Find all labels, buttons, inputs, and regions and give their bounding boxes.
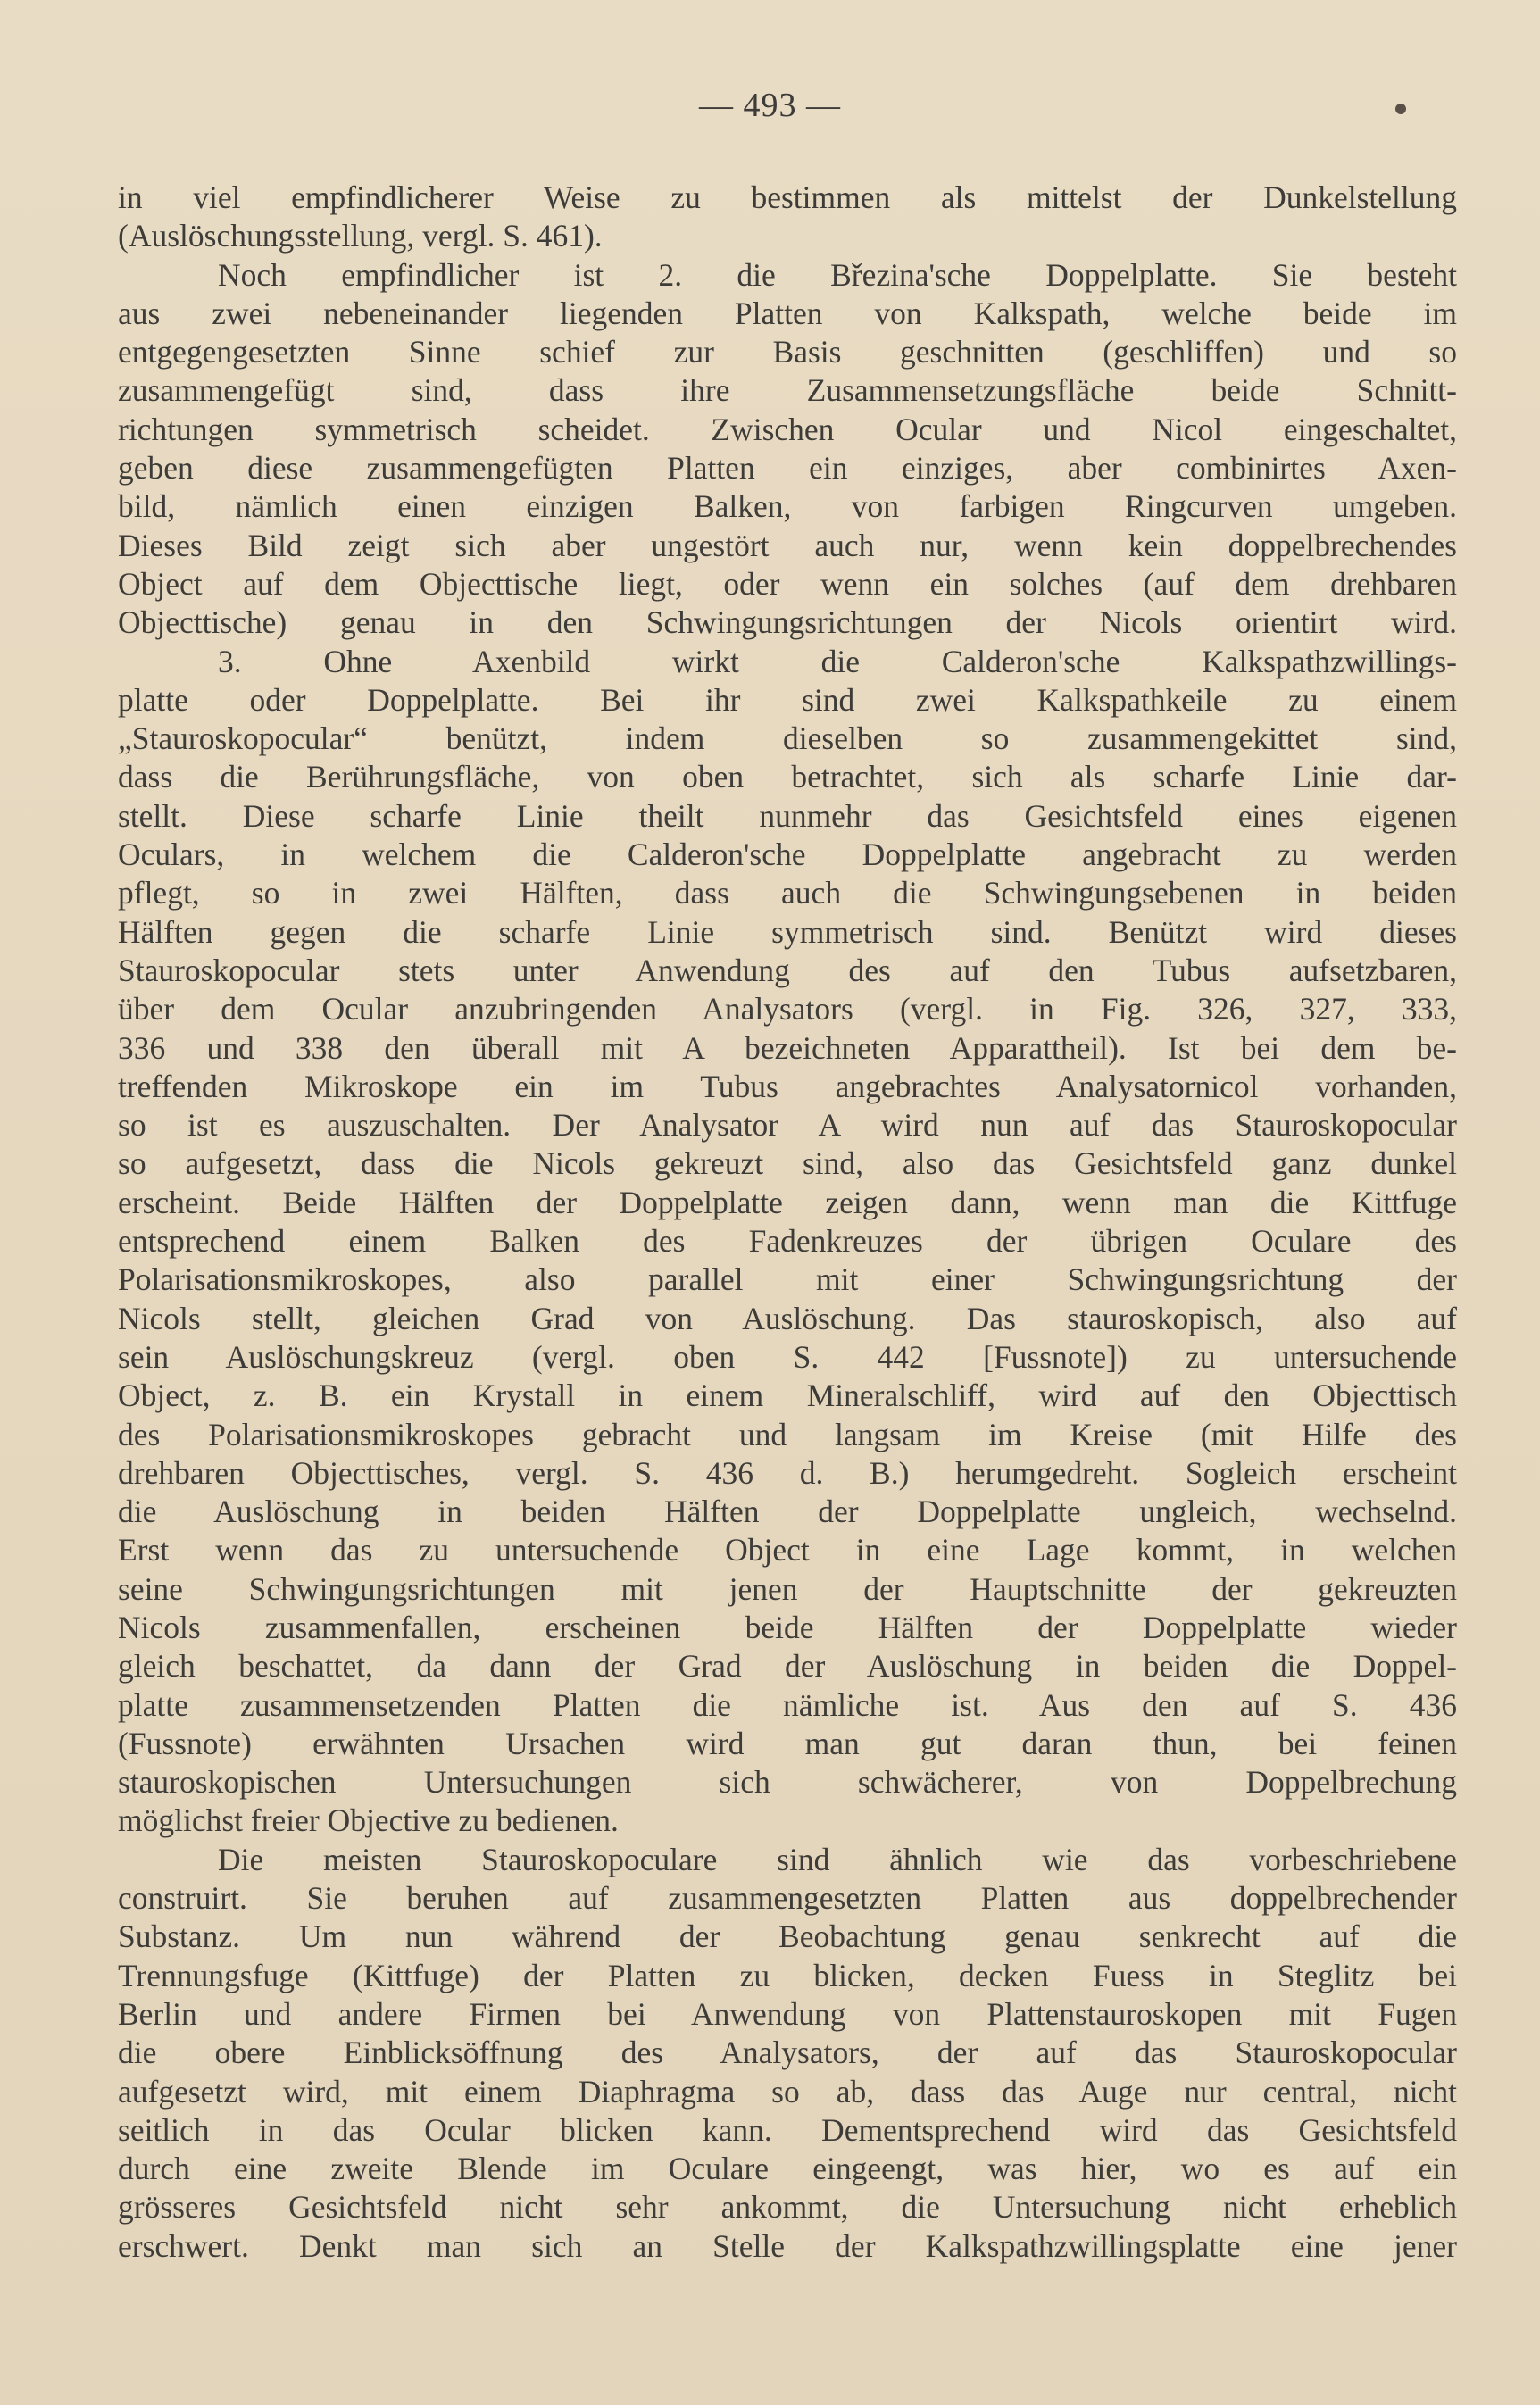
text-line: in viel empfindlicherer Weise zu bestimmen als mittelst der Dunkelstellung — [118, 179, 1457, 215]
text-line: entgegengesetzten Sinne schief zur Basis geschnitten (geschliffen) und so — [118, 334, 1457, 370]
text-line: Object auf dem Objecttische liegt, oder wenn ein solches (auf dem drehbaren — [118, 565, 1457, 602]
text-line: Polarisationsmikroskopes, also parallel mit einer Schwingungsrichtung der — [118, 1261, 1457, 1298]
text-line: Trennungsfuge (Kittfuge) der Platten zu blicken, decken Fuess in Steglitz bei — [118, 1957, 1457, 1993]
text-line: Noch empfindlicher ist 2. die Březina'sche Doppelplatte. Sie besteht — [218, 256, 1457, 293]
text-line: geben diese zusammengefügten Platten ein einziges, aber combinirtes Axen- — [118, 450, 1457, 487]
text-line: Objecttische) genau in den Schwingungsrichtungen der Nicols orientirt wird. — [118, 604, 1457, 641]
text-line: Berlin und andere Firmen bei Anwendung von Plattenstauroskopen mit Fugen — [118, 1995, 1457, 2032]
text-line: grösseres Gesichtsfeld nicht sehr ankommt, die Untersuchung nicht erheblich — [118, 2189, 1457, 2226]
text-line: Erst wenn das zu untersuchende Object in eine Lage kommt, in welchen — [118, 1532, 1457, 1569]
text-line: entsprechend einem Balken des Fadenkreuzes der übrigen Oculare des — [118, 1223, 1457, 1260]
text-line: (Auslöschungsstellung, vergl. S. 461). — [118, 218, 603, 254]
text-line: so ist es auszuschalten. Der Analysator A wird nun auf das Stauroskopocular — [118, 1107, 1457, 1144]
text-line: seitlich in das Ocular blicken kann. Dementsprechend wird das Gesichtsfeld — [118, 2111, 1457, 2148]
text-line: seine Schwingungsrichtungen mit jenen der Hauptschnitte der gekreuzten — [118, 1570, 1457, 1607]
text-line: (Fussnote) erwähnten Ursachen wird man gut daran thun, bei feinen — [118, 1725, 1457, 1761]
text-line: gleich beschattet, da dann der Grad der Auslöschung in beiden die Doppel- — [118, 1648, 1457, 1685]
text-line: aus zwei nebeneinander liegenden Platten von Kalkspath, welche beide im — [118, 295, 1457, 331]
text-line: die Auslöschung in beiden Hälften der Doppelplatte ungleich, wechselnd. — [118, 1494, 1457, 1530]
text-line: drehbaren Objecttisches, vergl. S. 436 d. B.) herumgedreht. Sogleich erscheint — [118, 1454, 1457, 1491]
text-line: Object, z. B. ein Krystall in einem Mineralschliff, wird auf den Objecttisch — [118, 1377, 1457, 1414]
text-line: Stauroskopocular stets unter Anwendung des auf den Tubus aufsetzbaren, — [118, 952, 1457, 988]
text-line: durch eine zweite Blende im Oculare eingeengt, was hier, wo es auf ein — [118, 2151, 1457, 2187]
text-line: platte zusammensetzenden Platten die nämliche ist. Aus den auf S. 436 — [118, 1686, 1457, 1723]
text-line: Substanz. Um nun während der Beobachtung genau senkrecht auf die — [118, 1918, 1457, 1955]
text-line: „Stauroskopocular“ benützt, indem dieselben so zusammengekittet sind, — [118, 720, 1457, 757]
text-line: stauroskopischen Untersuchungen sich schwächerer, von Doppelbrechung — [118, 1764, 1457, 1801]
ink-speck — [1395, 104, 1406, 114]
text-line: Oculars, in welchem die Calderon'sche Doppelplatte angebracht zu werden — [118, 836, 1457, 873]
text-line: erscheint. Beide Hälften der Doppelplatte zeigen dann, wenn man die Kittfuge — [118, 1184, 1457, 1220]
text-line: erschwert. Denkt man sich an Stelle der Kalkspathzwillingsplatte eine jener — [118, 2227, 1457, 2264]
text-line: Nicols zusammenfallen, erscheinen beide Hälften der Doppelplatte wieder — [118, 1609, 1457, 1645]
text-line: treffenden Mikroskope ein im Tubus angebrachtes Analysatornicol vorhanden, — [118, 1068, 1457, 1104]
text-line: dass die Berührungsfläche, von oben betrachtet, sich als scharfe Linie dar- — [118, 759, 1457, 795]
text-line: pflegt, so in zwei Hälften, dass auch die Schwingungsebenen in beiden — [118, 875, 1457, 911]
text-line: sein Auslöschungskreuz (vergl. oben S. 442 [Fussnote]) zu untersuchende — [118, 1338, 1457, 1375]
text-line: des Polarisationsmikroskopes gebracht und langsam im Kreise (mit Hilfe des — [118, 1416, 1457, 1452]
text-line: so aufgesetzt, dass die Nicols gekreuzt sind, also das Gesichtsfeld ganz dunkel — [118, 1145, 1457, 1182]
text-line: Nicols stellt, gleichen Grad von Auslöschung. Das stauroskopisch, also auf — [118, 1300, 1457, 1336]
text-line: über dem Ocular anzubringenden Analysators (vergl. in Fig. 326, 327, 333, — [118, 991, 1457, 1028]
text-line: Dieses Bild zeigt sich aber ungestört auch nur, wenn kein doppelbrechendes — [118, 527, 1457, 563]
body-text — [118, 179, 1457, 2266]
text-line: möglichst freier Objective zu bedienen. — [118, 1802, 619, 1839]
text-line: 336 und 338 den überall mit A bezeichneten Apparattheil). Ist bei dem be- — [118, 1029, 1457, 1066]
text-line: Die meisten Stauroskopoculare sind ähnlich wie das vorbeschriebene — [218, 1841, 1457, 1877]
text-line: aufgesetzt wird, mit einem Diaphragma so ab, dass das Auge nur central, nicht — [118, 2073, 1457, 2110]
text-line: zusammengefügt sind, dass ihre Zusammensetzungsfläche beide Schnitt- — [118, 372, 1457, 409]
text-line: 3. Ohne Axenbild wirkt die Calderon'sche Kalkspathzwillings- — [218, 643, 1457, 679]
text-line: die obere Einblicksöffnung des Analysators, der auf das Stauroskopocular — [118, 2035, 1457, 2071]
text-line: stellt. Diese scharfe Linie theilt nunmehr das Gesichtsfeld eines eigenen — [118, 797, 1457, 834]
text-line: construirt. Sie beruhen auf zusammengesetzten Platten aus doppelbrechender — [118, 1880, 1457, 1917]
text-line: richtungen symmetrisch scheidet. Zwischen Ocular und Nicol eingeschaltet, — [118, 411, 1457, 447]
page-number: — 493 — — [699, 87, 841, 124]
text-line: bild, nämlich einen einzigen Balken, von farbigen Ringcurven umgeben. — [118, 488, 1457, 525]
text-line: Hälften gegen die scharfe Linie symmetrisch sind. Benützt wird dieses — [118, 913, 1457, 950]
text-line: platte oder Doppelplatte. Bei ihr sind zwei Kalkspathkeile zu einem — [118, 681, 1457, 718]
